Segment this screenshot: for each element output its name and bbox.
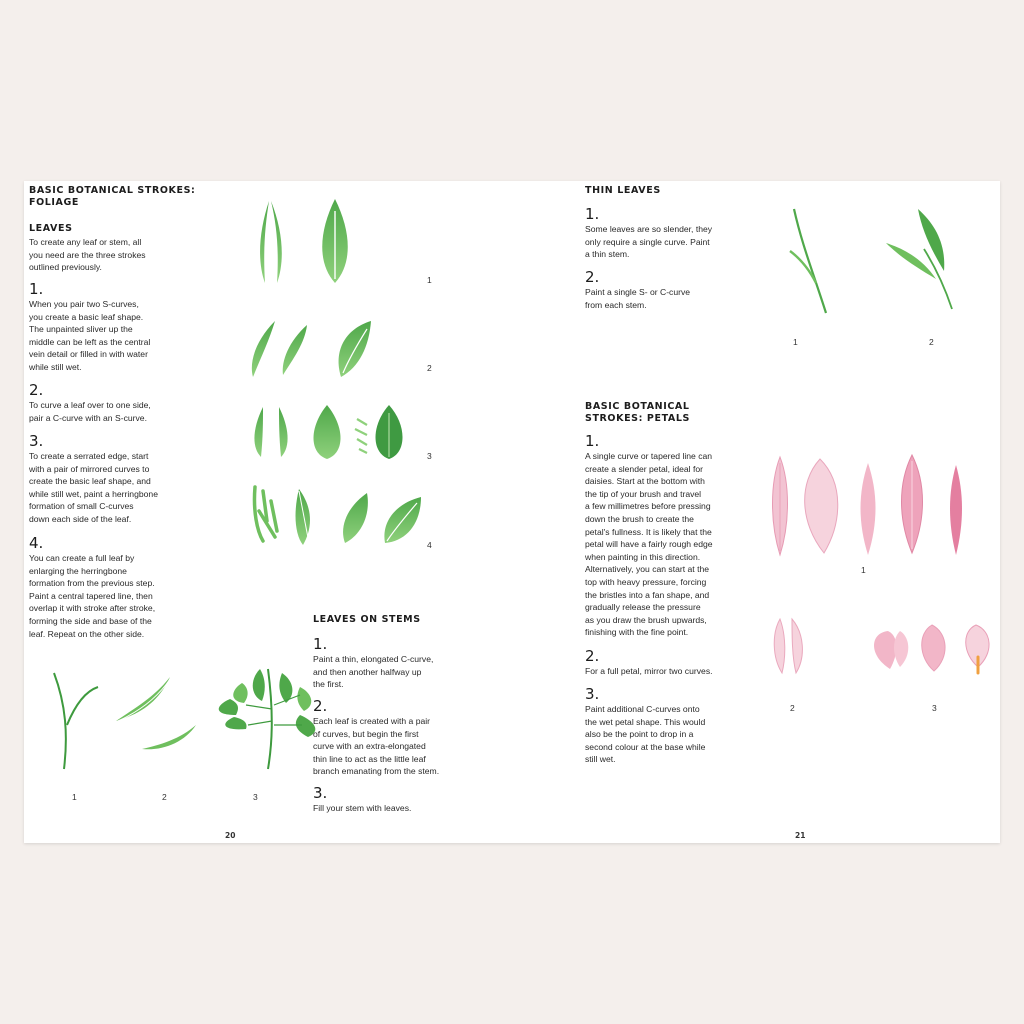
text-line: curve with an extra-elongated <box>313 741 426 752</box>
leaf-stroke-illustrations <box>249 191 399 551</box>
thin-leaf-2 <box>886 209 952 309</box>
text-line: To create a serrated edge, start <box>29 451 149 461</box>
step-number: 3. <box>313 784 328 802</box>
text-line: petal will have a fairly rough edge <box>585 539 713 550</box>
step-number: 2. <box>585 647 600 665</box>
step-text <box>29 552 155 640</box>
stems-heading: LEAVES ON STEMS <box>313 614 421 625</box>
step-number: 4. <box>29 534 44 552</box>
thin-leaf-illustrations <box>784 205 964 315</box>
petals-heading <box>585 401 690 425</box>
text-line: Fill your stem with leaves. <box>313 803 412 813</box>
text-line: You can create a full leaf by <box>29 553 135 563</box>
leaf-row-3 <box>254 405 402 459</box>
text-line: with a pair of mirrored curves to <box>29 463 150 474</box>
stem-2 <box>116 677 196 749</box>
page-number: 20 <box>225 831 236 840</box>
leaf-row-1 <box>260 199 348 283</box>
text-line: as you draw the brush upwards, <box>585 614 707 625</box>
text-line: When you pair two S-curves, <box>29 299 139 309</box>
title-line: STROKES: PETALS <box>585 413 690 424</box>
book-spread <box>24 181 1000 843</box>
stem-3 <box>219 669 316 769</box>
text-line: only require a single curve. Paint <box>585 236 710 247</box>
slender-petal-illustrations <box>768 453 968 563</box>
text-line: Alternatively, you can start at the <box>585 564 710 575</box>
text-line: vein detail or filled in with water <box>29 349 148 360</box>
text-line: second colour at the base while <box>585 741 706 752</box>
text-line: down each side of the leaf. <box>29 513 132 524</box>
text-line: Some leaves are so slender, they <box>585 224 713 234</box>
text-line: thin line to act as the little leaf <box>313 753 426 764</box>
figure-label: 1 <box>861 565 866 575</box>
text-line: while still wet. <box>29 361 82 372</box>
text-line: Paint a single S- or C-curve <box>585 287 691 297</box>
figure-label: 1 <box>793 337 798 347</box>
text-line: down the brush to create the <box>585 513 694 524</box>
text-line: a thin stem. <box>585 249 630 260</box>
figure-label: 3 <box>427 451 432 461</box>
text-line: the tip of your brush and travel <box>585 488 702 499</box>
step-number: 1. <box>313 635 328 653</box>
step-text <box>313 802 411 815</box>
step-text <box>29 450 158 526</box>
text-line: while still wet, paint a herringbone <box>29 488 158 499</box>
text-line: Paint a central tapered line, then <box>29 590 153 601</box>
leaves-heading: LEAVES <box>29 223 73 234</box>
leaf-row-4 <box>254 487 421 545</box>
text-line: the first. <box>313 679 344 690</box>
figure-label: 1 <box>427 275 432 285</box>
text-line: forming the side and base of the <box>29 615 152 626</box>
thin-leaves-heading: THIN LEAVES <box>585 185 661 196</box>
stem-label: 1 <box>72 792 77 802</box>
stem-label: 3 <box>253 792 258 802</box>
text-line: create a slender petal, ideal for <box>585 463 703 474</box>
figure-label: 2 <box>427 363 432 373</box>
text-line: from each stem. <box>585 299 647 310</box>
thin-leaf-1 <box>790 209 826 313</box>
figure-label: 4 <box>427 540 432 550</box>
leaves-intro <box>29 236 146 274</box>
text-line: the bristles into a fan shape, and <box>585 589 710 600</box>
text-line: you need are the three strokes <box>29 249 146 260</box>
step-text <box>585 703 705 766</box>
step-number: 2. <box>313 697 328 715</box>
full-petal-illustrations <box>772 617 994 677</box>
text-line: outlined previously. <box>29 262 102 273</box>
text-line: the wet petal shape. This would <box>585 716 706 727</box>
text-line: a few millimetres before pressing <box>585 501 711 512</box>
stem-illustrations <box>50 665 330 775</box>
step-number: 1. <box>585 432 600 450</box>
step-text <box>585 286 690 311</box>
step-text <box>313 653 433 691</box>
text-line: daisies. Start at the bottom with <box>585 476 705 487</box>
stem-label: 2 <box>162 792 167 802</box>
text-line: branch emanating from the stem. <box>313 766 440 777</box>
step-number: 3. <box>29 432 44 450</box>
text-line: To create any leaf or stem, all <box>29 237 142 247</box>
text-line: To curve a leaf over to one side, <box>29 400 151 410</box>
text-line: also be the point to drop in a <box>585 729 694 740</box>
text-line: formation of small C-curves <box>29 501 134 512</box>
step-number: 2. <box>29 381 44 399</box>
text-line: top with heavy pressure, forcing <box>585 576 707 587</box>
page-number: 21 <box>795 831 806 840</box>
text-line: For a full petal, mirror two curves. <box>585 666 713 676</box>
title-line: FOLIAGE <box>29 197 79 208</box>
text-line: enlarging the herringbone <box>29 565 127 576</box>
text-line: petal's fullness. It is likely that the <box>585 526 712 537</box>
figure-label: 2 <box>929 337 934 347</box>
step-number: 3. <box>585 685 600 703</box>
text-line: overlap it with stroke after stroke, <box>29 603 156 614</box>
figure-label: 2 <box>790 703 795 713</box>
text-line: Paint a thin, elongated C-curve, <box>313 654 434 664</box>
text-line: still wet. <box>585 754 616 765</box>
step-text <box>29 399 151 424</box>
step-number: 1. <box>29 280 44 298</box>
figure-label: 3 <box>932 703 937 713</box>
stem-1 <box>54 673 98 769</box>
text-line: gradually release the pressure <box>585 602 701 613</box>
leaf-row-2 <box>252 321 371 377</box>
text-line: formation from the previous step. <box>29 578 155 589</box>
step-text <box>585 450 713 639</box>
step-number: 2. <box>585 268 600 286</box>
text-line: create the basic leaf shape, and <box>29 476 151 487</box>
text-line: and then another halfway up <box>313 666 422 677</box>
step-text <box>585 665 713 678</box>
text-line: Each leaf is created with a pair <box>313 716 431 726</box>
title-line: BASIC BOTANICAL <box>585 401 690 412</box>
text-line: A single curve or tapered line can <box>585 451 713 461</box>
text-line: when painting in this direction. <box>585 551 701 562</box>
step-number: 1. <box>585 205 600 223</box>
text-line: pair a C-curve with an S-curve. <box>29 412 147 423</box>
foliage-title <box>29 185 195 209</box>
step-text <box>313 715 439 778</box>
step-text <box>585 223 712 261</box>
text-line: middle can be left as the central <box>29 336 151 347</box>
text-line: you create a basic leaf shape. <box>29 311 144 322</box>
text-line: The unpainted sliver up the <box>29 324 133 335</box>
text-line: leaf. Repeat on the other side. <box>29 628 145 639</box>
title-line: BASIC BOTANICAL STROKES: <box>29 185 196 196</box>
text-line: of curves, but begin the first <box>313 728 419 739</box>
step-text <box>29 298 150 374</box>
text-line: Paint additional C-curves onto <box>585 704 700 714</box>
text-line: finishing with the fine point. <box>585 627 689 638</box>
